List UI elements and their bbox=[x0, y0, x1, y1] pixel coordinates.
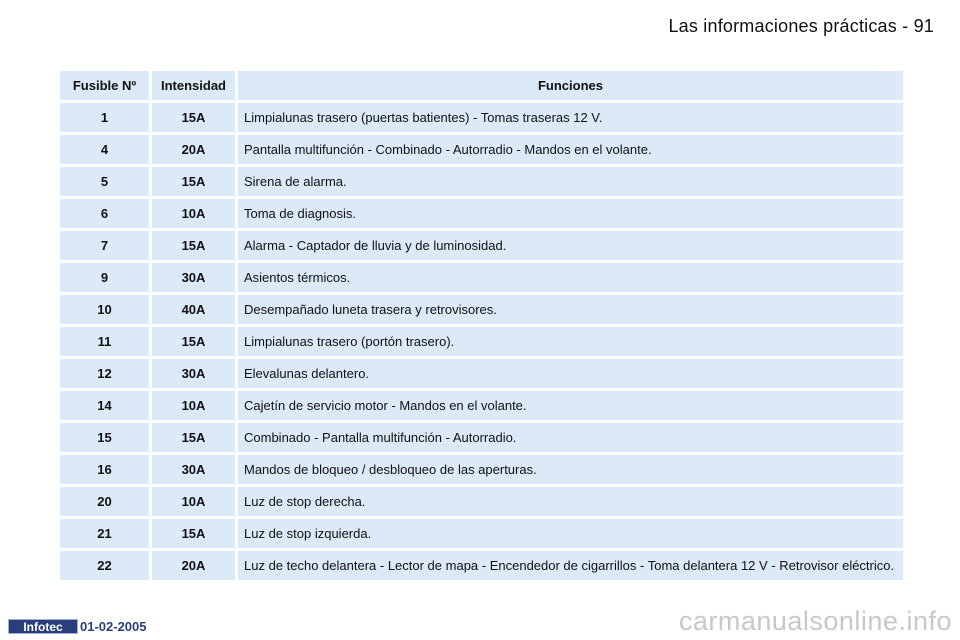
function-cell: Luz de stop izquierda. bbox=[238, 519, 903, 548]
table-row bbox=[60, 519, 903, 548]
watermark: carmanualsonline.info bbox=[678, 606, 952, 636]
fuse-number-cell: 7 bbox=[60, 231, 149, 260]
fuse-number-cell: 22 bbox=[60, 551, 149, 580]
fuse-number-cell: 11 bbox=[60, 327, 149, 356]
fuse-number-cell: 14 bbox=[60, 391, 149, 420]
fuse-table bbox=[57, 68, 906, 583]
function-cell: Luz de techo delantera - Lector de mapa - Encendedor de cigarrillos - Toma delantera 12 V - Retrovisor eléctrico. bbox=[238, 551, 903, 580]
table-header-row bbox=[60, 71, 903, 100]
fuse-number-cell: 4 bbox=[60, 135, 149, 164]
function-cell: Limpialunas trasero (puertas batientes) - Tomas traseras 12 V. bbox=[238, 103, 903, 132]
amperage-cell: 10A bbox=[152, 391, 235, 420]
table-row bbox=[60, 103, 903, 132]
table-row bbox=[60, 551, 903, 580]
function-cell: Desempañado luneta trasera y retrovisores. bbox=[238, 295, 903, 324]
fuse-number-cell: 10 bbox=[60, 295, 149, 324]
function-cell: Luz de stop derecha. bbox=[238, 487, 903, 516]
amperage-cell: 20A bbox=[152, 135, 235, 164]
fuse-number-cell: 15 bbox=[60, 423, 149, 452]
table-row bbox=[60, 455, 903, 484]
amperage-cell: 30A bbox=[152, 455, 235, 484]
infotec-logo: Infotec bbox=[8, 619, 78, 634]
table-row bbox=[60, 327, 903, 356]
function-cell: Mandos de bloqueo / desbloqueo de las aperturas. bbox=[238, 455, 903, 484]
amperage-cell: 15A bbox=[152, 423, 235, 452]
amperage-cell: 15A bbox=[152, 519, 235, 548]
function-cell: Elevalunas delantero. bbox=[238, 359, 903, 388]
fuse-number-cell: 6 bbox=[60, 199, 149, 228]
fuse-number-cell: 16 bbox=[60, 455, 149, 484]
amperage-cell: 10A bbox=[152, 487, 235, 516]
amperage-cell: 30A bbox=[152, 263, 235, 292]
fuse-number-cell: 5 bbox=[60, 167, 149, 196]
fuse-number-cell: 20 bbox=[60, 487, 149, 516]
amperage-cell: 15A bbox=[152, 103, 235, 132]
table-row bbox=[60, 423, 903, 452]
column-header-fuse: Fusible Nº bbox=[60, 71, 149, 100]
table-row bbox=[60, 199, 903, 228]
column-header-amperage: Intensidad bbox=[152, 71, 235, 100]
fuse-number-cell: 12 bbox=[60, 359, 149, 388]
table-row bbox=[60, 359, 903, 388]
amperage-cell: 40A bbox=[152, 295, 235, 324]
table-row bbox=[60, 391, 903, 420]
table-row bbox=[60, 263, 903, 292]
amperage-cell: 15A bbox=[152, 231, 235, 260]
function-cell: Asientos térmicos. bbox=[238, 263, 903, 292]
amperage-cell: 15A bbox=[152, 327, 235, 356]
table-row bbox=[60, 167, 903, 196]
fuse-number-cell: 21 bbox=[60, 519, 149, 548]
table-row bbox=[60, 487, 903, 516]
page-title: Las informaciones prácticas - 91 bbox=[668, 16, 934, 36]
function-cell: Combinado - Pantalla multifunción - Autorradio. bbox=[238, 423, 903, 452]
function-cell: Alarma - Captador de lluvia y de luminosidad. bbox=[238, 231, 903, 260]
footer-date: 01-02-2005 bbox=[80, 619, 147, 634]
function-cell: Toma de diagnosis. bbox=[238, 199, 903, 228]
function-cell: Limpialunas trasero (portón trasero). bbox=[238, 327, 903, 356]
amperage-cell: 15A bbox=[152, 167, 235, 196]
amperage-cell: 30A bbox=[152, 359, 235, 388]
table-row bbox=[60, 295, 903, 324]
function-cell: Cajetín de servicio motor - Mandos en el volante. bbox=[238, 391, 903, 420]
fuse-number-cell: 9 bbox=[60, 263, 149, 292]
function-cell: Pantalla multifunción - Combinado - Autorradio - Mandos en el volante. bbox=[238, 135, 903, 164]
column-header-functions: Funciones bbox=[238, 71, 903, 100]
table-row bbox=[60, 135, 903, 164]
amperage-cell: 10A bbox=[152, 199, 235, 228]
amperage-cell: 20A bbox=[152, 551, 235, 580]
table-row bbox=[60, 231, 903, 260]
function-cell: Sirena de alarma. bbox=[238, 167, 903, 196]
fuse-number-cell: 1 bbox=[60, 103, 149, 132]
